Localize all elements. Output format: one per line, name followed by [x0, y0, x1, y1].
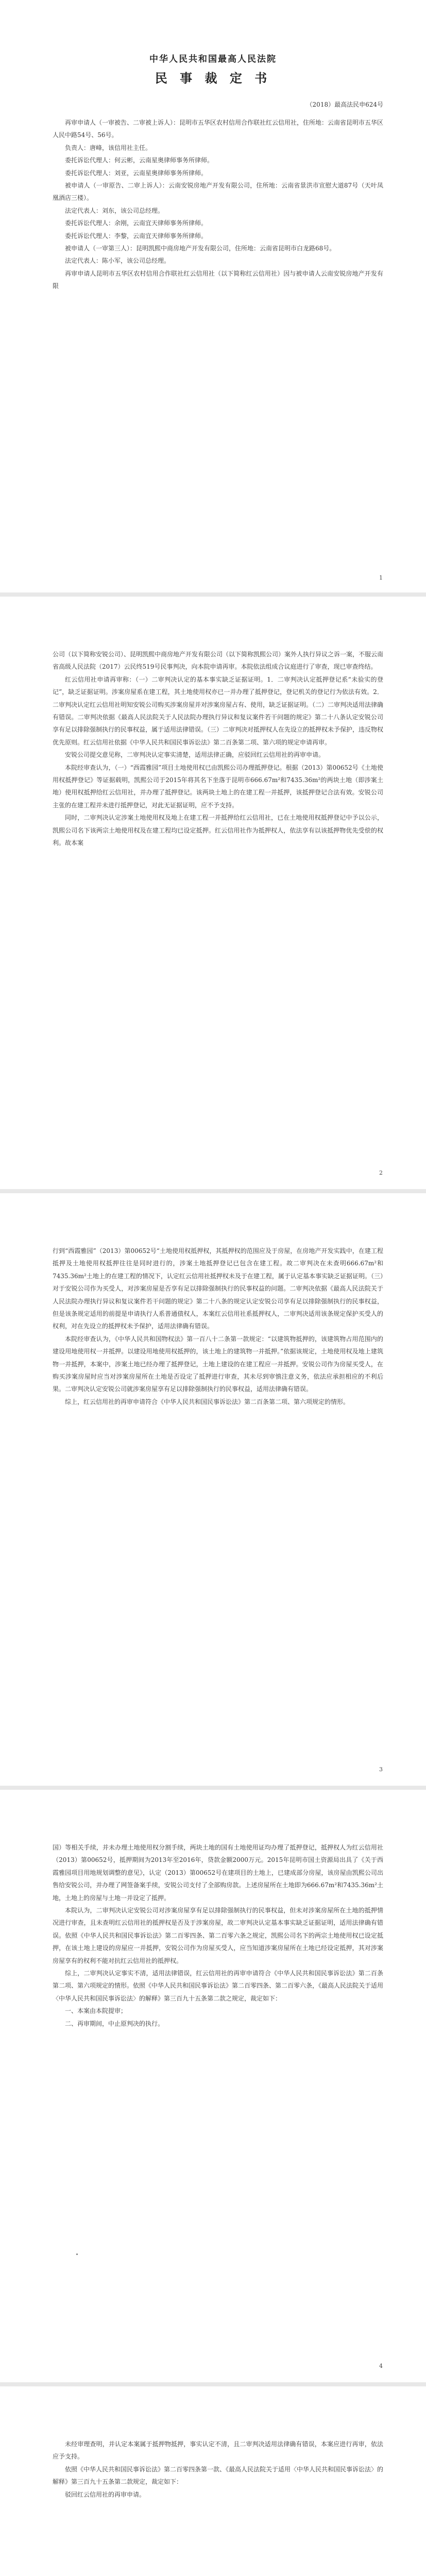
- page-divider: [0, 592, 426, 597]
- paragraph: 综上，红云信用社的再审申请符合《中华人民共和国民事诉讼法》第二百条第二项、第六项规定的情形。: [65, 1398, 350, 1405]
- page-number: 1: [379, 574, 383, 581]
- paragraph: 国）等相关手续，并未办理土地使用权分割手续，两块土地的国有土地使用证均办理了抵押登记，抵押权人为红云信用社（2013）第00652号，抵押期间为2013年至2016年，贷款金额2000万元。2015年昆明市国土资源局出具了《关于西霞雅园项目用地规划调整的意见》，认定（2013）第00652号在建项目的土地上，已建成部分房屋，该房屋由凯熙公司出售给安锐公司，并办理了网签备案手续，安锐公司支付了全部购房款。上述房屋所在土地即为666.67m²和7435.36m²土地，土地上的房屋与土地一并设定了抵押。: [53, 1844, 383, 1902]
- paragraph: 依照《中华人民共和国民事诉讼法》第二百零四条第一款、《最高人民法院关于适用〈中华人民共和国民事诉讼法〉的解释》第三百九十五条第二款规定，裁定如下：: [53, 2465, 384, 2486]
- paragraph: 同时，二审判决认定涉案土地使用权及地上在建工程一并抵押给红云信用社，已在土地使用权抵押登记中予以公示，凯熙公司名下该两宗土地使用权及在建工程均已设定抵押。红云信用社作为抵押权人，依法享有以该抵押物优先受偿的权利。故本案: [53, 814, 383, 847]
- paragraph: 未经审理查明，并认定本案属于抵押物抵押，事实认定不清，且二审判决适用法律确有错误，本案应进行再审，依法应予支持。: [53, 2441, 383, 2461]
- paragraph: 安锐公司提交意见称，二审判决认定事实清楚，适用法律正确，应驳回红云信用社的再审申请。: [65, 751, 325, 759]
- paragraph: 本院认为，二审判决认定安锐公司对涉案房屋享有足以排除强制执行的民事权益，但未对涉案房屋所在土地的抵押情况进行审查，且未查明红云信用社的抵押权是否及于涉案房屋，故二审判决认定基本事实缺乏证据证明，适用法律确有错误。依照《中华人民共和国民事诉讼法》第二百零四条、第二百零六条之规定，凯熙公司名下的两宗土地使用权已设定抵押，在该土地上建设的房屋应一并抵押，安锐公司作为房屋买受人，应当知道涉案房屋所在土地已经设定抵押，其对涉案房屋享有的权利不能对抗红云信用社的抵押权。: [53, 1907, 383, 1964]
- page-4: [0, 1790, 426, 2382]
- paragraph: 委托诉讼代理人：刘亚，云南星奥律师事务所律师。: [65, 169, 208, 177]
- page-2-body: [53, 648, 383, 850]
- page-number: 2: [379, 1170, 383, 1176]
- page-5-body: [53, 2438, 383, 2501]
- page-1-body: [53, 116, 383, 293]
- paragraph: 被申请人（一审原告、二审上诉人）：云南安锐房地产开发有限公司，住所地：云南省景洪市宣慰大道87号（天叶凤凰酒店三楼）。: [53, 182, 383, 202]
- paragraph: 综上，二审判决认定事实不清，适用法律错误，红云信用社的再审申请符合《中华人民共和国民事诉讼法》第二百条第二项、第六项规定的情形。依照《中华人民共和国民事诉讼法》第二百零四条、第二百零六条，《最高人民法院关于适用〈中华人民共和国民事诉讼法〉的解释》第三百九十五条第二款之规定，裁定如下：: [53, 1970, 384, 2002]
- page-2: [0, 597, 426, 1189]
- paragraph: 红云信用社申请再审称：（一）二审判决认定的基本事实缺乏证据证明。1．二审判决认定抵押登记系“未验实的登记”，缺乏证据证明。涉案房屋系在建工程，其土地使用权亦已一并办理了抵押登记，登记机关的登记行为依法有效。2．二审判决认定红云信用社明知安锐公司购买涉案房屋并对涉案房屋占有、使用，缺乏证据证明。（二）二审判决适用法律确有错误。二审判决依据《最高人民法院关于人民法院办理执行异议和复议案件若干问题的规定》第二十八条认定安锐公司享有足以排除强制执行的民事权益，属于适用法律错误。（三）二审判决对抵押权人在先设立的抵押权未予保护，违反物权优先原则。红云信用社依据《中华人民共和国民事诉讼法》第二百条第二项、第六项的规定申请再审。: [53, 675, 384, 746]
- case-number: （2018）最高法民申624号: [306, 101, 383, 108]
- page-number: 4: [379, 2363, 383, 2369]
- paragraph: 被申请人（一审第三人）：昆明凯熙中商房地产开发有限公司，住所地：云南省昆明市白龙路68号。: [65, 245, 336, 252]
- paragraph: 驳回红云信用社的再审申请。: [65, 2490, 146, 2498]
- paragraph: 二、再审期间，中止原判决的执行。: [65, 2020, 164, 2027]
- page-3: [0, 1193, 426, 1786]
- paragraph: 再审申请人昆明市五华区农村信用合作联社红云信用社（以下简称红云信用社）因与被申请人云南安锐房地产开发有限: [53, 269, 383, 290]
- paragraph: 本院经审查认为，（一）“西霞雅园”项目土地使用权已由凯熙公司办理抵押登记。根据（2013）第00652号《土地使用权抵押登记》等证据载明，凯熙公司于2015年将其名下坐落于昆明市666.67m²和7435.36m²的两块土地（即涉案土地）使用权抵押给红云信用社，并办理了抵押登记。该两块土地上的在建工程一并抵押，该抵押登记合法有效。安锐公司主张的在建工程并未进行抵押登记，对此无证据证明，应不予支持。: [53, 764, 383, 809]
- page-3-body: [53, 1245, 383, 1408]
- scan-mark: [76, 2253, 78, 2255]
- paragraph: 法定代表人：刘东，该公司总经理。: [65, 207, 164, 214]
- court-name: 中华人民共和国最高人民法院: [149, 54, 277, 64]
- page-4-body: [53, 1841, 383, 2030]
- document-type-title: 民 事 裁 定 书: [155, 71, 271, 86]
- paragraph: 公司（以下简称安锐公司）、昆明凯熙中商房地产开发有限公司（以下简称凯熙公司）案外人执行异议之诉一案，不服云南省高级人民法院（2017）云民终519号民事判决，向本院申请再审。本院依法组成合议庭进行了审查，现已审查终结。: [53, 651, 384, 671]
- page-1: [0, 0, 426, 592]
- page-divider: [0, 1189, 426, 1193]
- page-divider: [0, 1786, 426, 1790]
- page-divider: [0, 2382, 426, 2386]
- page-5: [0, 2386, 426, 2576]
- paragraph: 委托诉讼代理人：余刚，云南宜天律师事务所律师。: [65, 219, 208, 227]
- paragraph: 法定代表人：陈小军，该公司总经理。: [65, 257, 171, 265]
- paragraph: 委托诉讼代理人：何云彬，云南星奥律师事务所律师。: [65, 157, 214, 164]
- paragraph: 负责人：唐峰，该信用社主任。: [65, 144, 152, 151]
- page-number: 3: [379, 1766, 383, 1773]
- paragraph: 本院经审查认为，《中华人民共和国物权法》第一百八十二条第一款规定：“以建筑物抵押的，该建筑物占用范围内的建设用地使用权一并抵押。以建设用地使用权抵押的，该土地上的建筑物一并抵押。”依据该规定，土地使用权及地上建筑物一并抵押，本案中，涉案土地已经办理了抵押登记，土地上建设的在建工程应一并抵押。安锐公司作为房屋买受人，在购买涉案房屋时应当对涉案房屋所在土地是否设定了抵押进行审查，其未尽到审慎注意义务，依法应承担相应的不利后果。二审判决认定安锐公司就涉案房屋享有足以排除强制执行的民事权益，适用法律确有错误。: [53, 1335, 383, 1393]
- paragraph: 再审申请人（一审被告、二审被上诉人）：昆明市五华区农村信用合作联社红云信用社，住所地：云南省昆明市五华区人民中路54号、56号。: [53, 119, 384, 139]
- paragraph: 行到“西霞雅园”（2013）第00652号“土地使用权抵押权，其抵押权的范围应及于房屋，在房地产开发实践中，在建工程抵押及土地使用权抵押往往是同时进行的，涉案土地抵押登记已包含在建工程。故二审判决在未查明666.67m²和7435.36m²土地上的在建工程的情况下，认定红云信用社抵押权未及于在建工程，属于认定基本事实缺乏证据证明。（三）对于安锐公司作为买受人，对涉案房屋是否享有足以排除强制执行的民事权益的问题。二审判决依据《最高人民法院关于人民法院办理执行异议和复议案件若干问题的规定》第二十八条的规定认定安锐公司享有足以排除强制执行的民事权益，但是该条规定适用的前提是申请执行人系普通债权人，本案红云信用社系抵押权人，二审判决适用该条规定保护买受人的权利，对在先设立的抵押权未予保护，适用法律确有错误。: [53, 1247, 383, 1330]
- paragraph: 一、本案由本院提审；: [65, 2007, 127, 2015]
- paragraph: 委托诉讼代理人：李黎，云南宜天律师事务所律师。: [65, 232, 208, 240]
